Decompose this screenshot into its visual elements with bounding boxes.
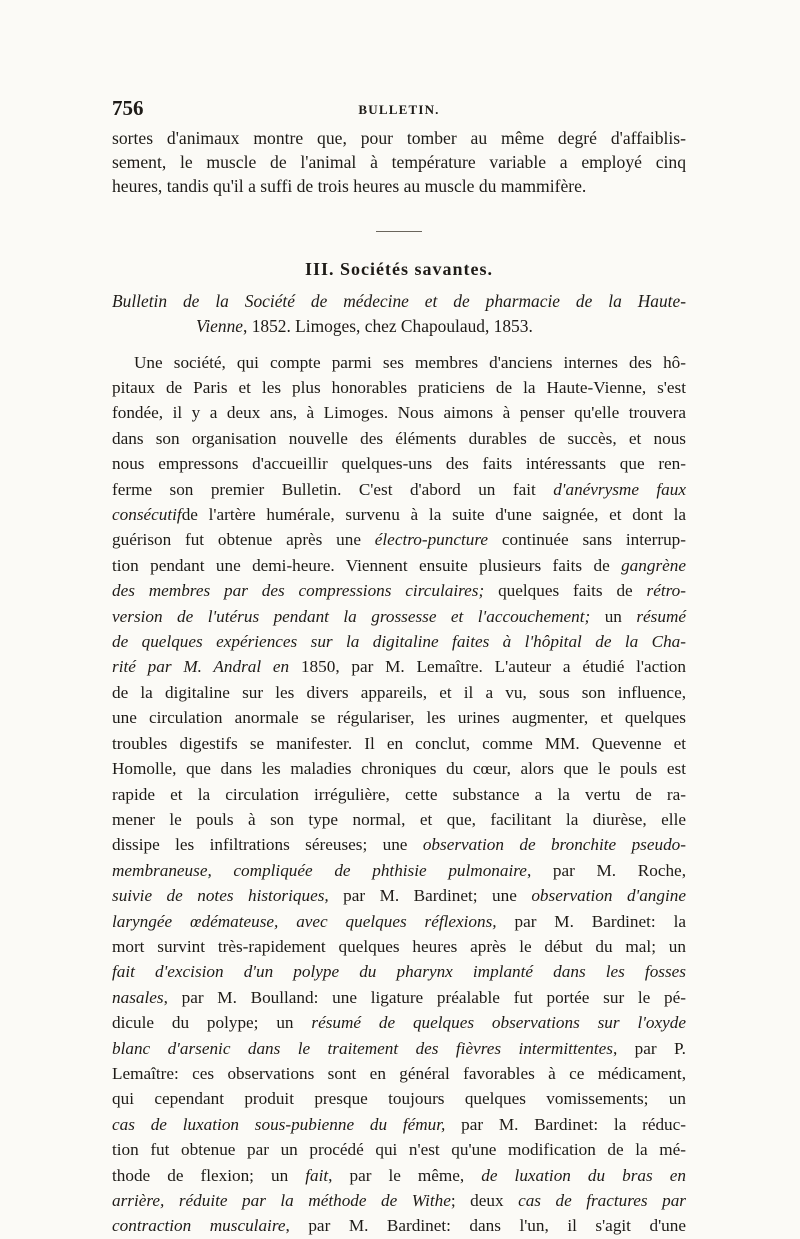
text-segment: pitaux de Paris et les plus honorables praticiens de la Haute-Vienne, s'est [112,378,686,398]
reference-publication: , 1852. Limoges, chez Chapoulaud, 1853. [243,315,533,336]
text-line: sement, le muscle de l'animal à température variable a employé cinq [112,152,686,173]
text-segment: rapide et la circulation irrégulière, cette substance a la vertu de ra- [112,784,686,804]
text-line [112,604,686,629]
text-segment: dicule du polype; un [112,1013,312,1033]
text-line [112,959,686,984]
text-line [112,1036,686,1061]
text-segment: tion pendant une demi-heure. Viennent ensuite plusieurs faits de [112,555,622,575]
page-number: 756 [112,96,144,120]
text-line [112,1213,686,1238]
italic-text: membraneuse, compliquée de phthisie pulmonaire [112,860,527,880]
text-segment: dissipe les infiltrations séreuses; une [112,835,423,855]
italic-text: gangrène [621,555,686,575]
reference-line [112,289,686,314]
body-paragraph [112,350,686,1239]
italic-text: de luxation du bras en [481,1165,686,1185]
text-line [112,705,686,730]
italic-text: de quelques expériences sur la digitaline faites à l'hôpital de la Cha- [112,632,686,652]
italic-text: des membres par des compressions circulaires; [112,581,485,601]
text-line: heures, tandis qu'il a suffi de trois heures au muscle du mammifère. [112,176,587,197]
text-line [112,1188,686,1213]
italic-text: d'anévrysme faux [553,479,687,499]
text-line [112,731,686,756]
text-line [112,883,686,908]
italic-text: fait [305,1165,329,1185]
text-segment: , par M. Boulland: une ligature préalable fut portée sur le pé- [163,987,686,1007]
italic-text: arrière, réduite par la méthode de Withe [112,1191,451,1211]
section-heading: III. Sociétés savantes. [305,258,493,279]
text-line [112,553,686,578]
text-segment: tion fut obtenue par un procédé qui n'est qu'une modification de la mé- [112,1140,686,1160]
text-line [112,1112,686,1137]
text-segment: , par M. Roche, [526,860,686,880]
text-line [112,1163,686,1188]
intro-paragraph [112,126,686,199]
text-line [112,756,686,781]
text-segment: troubles digestifs se manifester. Il en conclut, comme MM. Quevenne et [112,733,686,753]
italic-text: cas de luxation sous-pubienne du fémur, [112,1114,446,1134]
italic-text: cas de fractures par [518,1191,686,1211]
text-line [112,350,686,375]
text-line [112,654,686,679]
text-segment: ferme son premier Bulletin. C'est d'abord un fait [112,479,554,499]
text-line [112,629,686,654]
text-line [112,782,686,807]
italic-text: résumé de quelques observations sur l'oxyde [311,1013,686,1033]
italic-text: rité par M. Andral en [112,657,290,677]
text-line [112,578,686,603]
text-segment: guérison fut obtenue après une [112,530,375,550]
italic-text: résumé [636,606,687,626]
document-page [112,96,686,1239]
text-segment: par M. Bardinet: la réduc- [445,1114,686,1134]
text-segment: qui cependant produit presque toujours quelques vomissements; un [112,1089,686,1109]
text-segment: fondée, il y a deux ans, à Limoges. Nous aimons à penser qu'elle trouvera [112,403,686,423]
text-segment: ; deux [450,1191,519,1211]
text-line [112,400,686,425]
text-line [112,1137,686,1162]
text-line [112,1086,686,1111]
text-segment: 1850, par M. Lemaître. L'auteur a étudié l'action [289,657,686,677]
italic-text: version de l'utérus pendant la grossesse et l'accouchement; [112,606,591,626]
italic-text: électro-puncture [374,530,489,550]
text-segment: par M. Bardinet; une [328,886,532,906]
page-header [112,96,686,124]
text-line [112,502,686,527]
text-segment: un [590,606,637,626]
text-line [112,832,686,857]
reference-title: Bulletin de la Société de médecine et de pharmacie de la Haute- [112,290,686,311]
section-divider [376,231,422,232]
italic-text: rétro- [646,581,686,601]
text-line [112,909,686,934]
italic-text: blanc d'arsenic dans le traitement des fièvres intermittentes [112,1038,613,1058]
running-head: BULLETIN. [358,102,440,117]
text-line [112,934,686,959]
text-segment: , par M. Bardinet: dans l'un, il s'agit d'une [285,1216,686,1236]
text-line [112,985,686,1010]
text-line [112,858,686,883]
italic-text: observation d'angine [531,886,686,906]
italic-text: nasales [112,987,164,1007]
text-segment: Homolle, que dans les maladies chroniques du cœur, alors que le pouls est [112,759,686,779]
text-segment: nous empressons d'accueillir quelques-uns des faits intéressants que ren- [112,454,686,474]
text-segment: de la digitaline sur les divers appareils, et il a vu, sous son influence, [112,682,686,702]
text-line: sortes d'animaux montre que, pour tomber au même degré d'affaiblis- [112,128,686,148]
text-segment: quelques faits de [484,581,647,601]
italic-text: laryngée œdémateuse, avec quelques réflexions, [112,911,497,931]
text-line [112,1061,686,1086]
text-segment: Une société, qui compte parmi ses membres d'anciens internes des hô- [134,352,686,372]
italic-text: contraction musculaire [112,1216,286,1236]
text-line [112,451,686,476]
text-line [112,426,686,451]
bibliographic-reference [112,289,686,339]
text-line [112,375,686,400]
text-segment: , par P. [612,1038,686,1058]
text-segment: continuée sans interrup- [488,530,686,550]
text-segment: dans son organisation nouvelle des éléments durables de succès, et nous [112,428,686,448]
text-segment: par M. Bardinet: la [496,911,686,931]
italic-text: observation de bronchite pseudo- [422,835,686,855]
text-segment: mener le pouls à son type normal, et que, facilitant la diurèse, elle [112,809,686,829]
text-segment: de l'artère humérale, survenu à la suite d'une saignée, et dont la [181,505,686,525]
text-segment: une circulation anormale se régulariser, les urines augmenter, et quelques [112,708,686,728]
reference-title-end: Vienne [196,315,243,336]
text-segment: Lemaître: ces observations sont en général favorables à ce médicament, [112,1063,686,1083]
text-segment: thode de flexion; un [112,1165,306,1185]
reference-line [112,314,686,339]
text-segment: , par le même, [328,1165,482,1185]
text-line [112,477,686,502]
italic-text: consécutif [112,505,182,525]
italic-text: fait d'excision d'un polype du pharynx implanté dans les fosses [112,962,686,982]
text-segment: mort survint très-rapidement quelques heures après le début du mal; un [112,936,686,956]
text-line [112,1010,686,1035]
text-line [112,527,686,552]
italic-text: suivie de notes historiques, [112,886,329,906]
text-line [112,680,686,705]
text-line [112,807,686,832]
